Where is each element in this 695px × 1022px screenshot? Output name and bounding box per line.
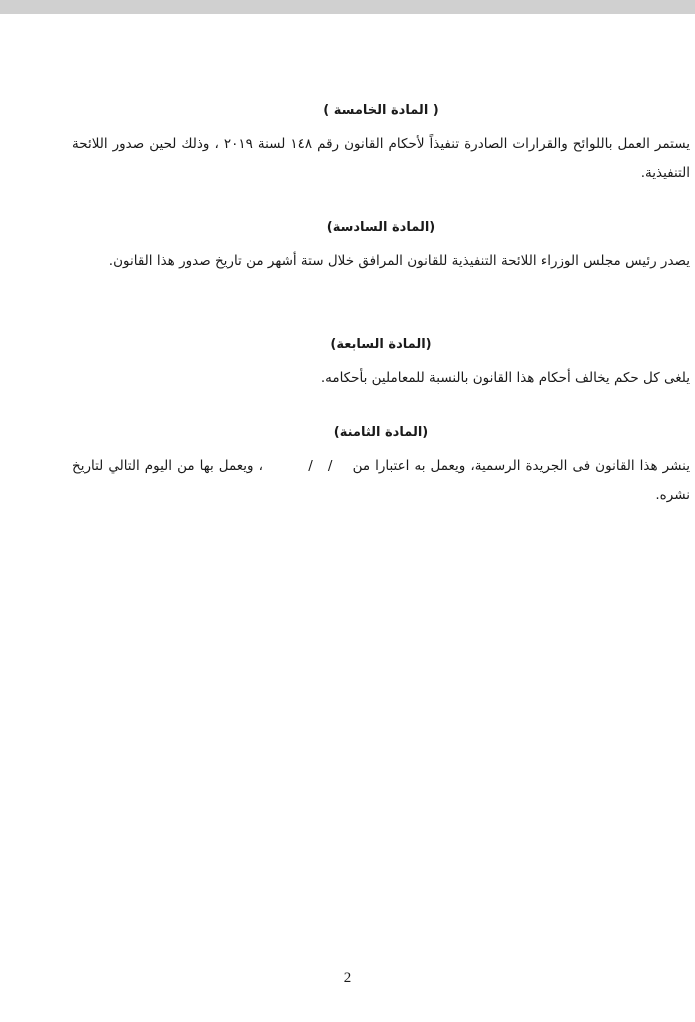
article-6	[72, 219, 690, 276]
article-8-body-start: ينشر هذا القانون فى الجريدة الرسمية، ويعمل به اعتبارا من	[352, 458, 690, 474]
article-8	[72, 424, 690, 510]
article-8-body	[72, 452, 690, 510]
article-5	[72, 102, 690, 188]
article-7-title: (المادة السابعة)	[330, 337, 432, 352]
page-number: 2	[343, 970, 352, 986]
article-5-body: يستمر العمل باللوائح والقرارات الصادرة تنفيذاً لأحكام القانون رقم ١٤٨ لسنة ٢٠١٩ ، وذلك لحين صدور اللائحة التنفيذية.	[72, 136, 691, 181]
document-page	[0, 14, 695, 1022]
article-6-title: (المادة السادسة)	[326, 220, 436, 235]
article-8-body-end: ، ويعمل بها من اليوم التالي لتاريخ نشره.	[72, 458, 690, 503]
top-bar	[0, 0, 695, 14]
article-7	[72, 336, 690, 393]
article-7-body: يلغى كل حكم يخالف أحكام هذا القانون بالنسبة للمعاملين بأحكامه.	[320, 370, 690, 386]
article-8-title: (المادة الثامنة)	[333, 425, 429, 440]
article-8-date-blanks: / /	[267, 458, 348, 474]
article-6-body: يصدر رئيس مجلس الوزراء اللائحة التنفيذية للقانون المرافق خلال ستة أشهر من تاريخ صدور هذا القانون.	[108, 253, 690, 269]
article-5-title: ( المادة الخامسة )	[323, 103, 439, 118]
